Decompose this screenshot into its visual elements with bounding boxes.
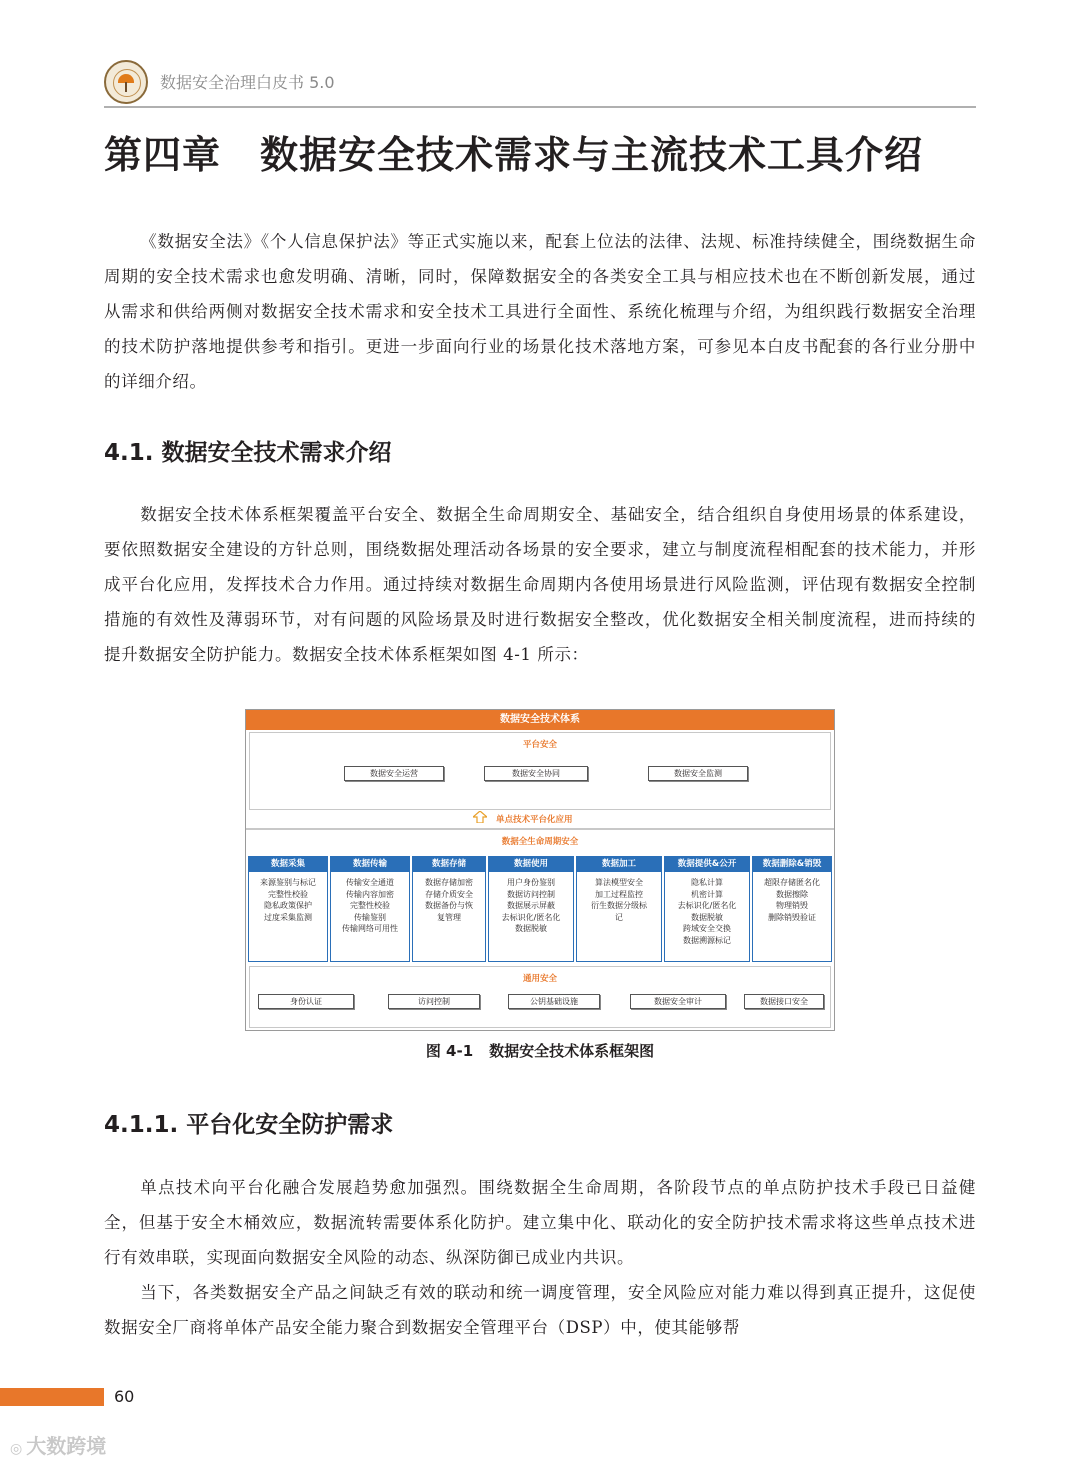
column-head: 数据使用 <box>489 857 573 872</box>
platform-item: 数据安全监测 <box>648 766 748 781</box>
column-item: 数据脱敏 <box>515 924 547 933</box>
column-item: 记 <box>615 912 623 922</box>
column-item: 来源鉴别与标记 <box>260 878 316 887</box>
column-item: 数据存储加密 <box>425 878 473 887</box>
column-item: 过度采集监测 <box>264 912 312 922</box>
column-item: 用户身份鉴别 <box>507 878 555 887</box>
section-4-1-paragraph: 数据安全技术体系框架覆盖平台安全、数据全生命周期安全、基础安全，结合组织自身使用场景的体系建设，要依照数据安全建设的方针总则，围绕数据处理活动各场景的安全要求，建立与制度流程相配套的技术能力，并形成平台化应用，发挥技术合力作用。通过持续对数据生命周期内各使用场景进行风险监测，评估现有数据安全控制措施的有效性及薄弱环节，对有问题的风险场景及时进行数据安全整改，优化数据安全相关制度流程，进而持续的提升数据安全防护能力。数据安全技术体系框架如图 4-1 所示： <box>104 505 976 664</box>
general-item: 访问控制 <box>388 994 480 1009</box>
page-number: 60 <box>114 1387 135 1406</box>
platform-label: 平台安全 <box>522 740 557 750</box>
up-arrow-icon <box>473 811 487 823</box>
column-head: 数据存储 <box>413 857 485 872</box>
section-4-1-1-title: 4.1.1. 平台化安全防护需求 <box>104 1112 394 1138</box>
lifecycle-column <box>752 856 832 962</box>
header-title: 数据安全治理白皮书 5.0 <box>160 73 335 92</box>
general-item: 数据接口安全 <box>744 994 824 1009</box>
column-item: 物理销毁 <box>776 901 808 910</box>
platform-item: 数据安全协同 <box>484 766 588 781</box>
section-4-1-1-paragraph-1: 单点技术向平台化融合发展趋势愈加强烈。围绕数据全生命周期，各阶段节点的单点防护技术手段已日益健全，但基于安全木桶效应，数据流转需要体系化防护。建立集中化、联动化的安全防护技术需求将这些单点技术进行有效串联，实现面向数据安全风险的动态、纵深防御已成业内共识。 <box>104 1178 976 1267</box>
column-item: 机密计算 <box>691 889 723 899</box>
column-item: 传输内容加密 <box>346 889 394 899</box>
column-item: 数据备份与恢 <box>425 901 473 910</box>
column-item: 去标识化/匿名化 <box>677 901 737 910</box>
general-label: 通用安全 <box>522 974 557 984</box>
column-item: 传输鉴别 <box>354 912 386 922</box>
column-item: 数据擦除 <box>776 889 808 899</box>
brand-text: 大数跨境 <box>26 1434 107 1458</box>
column-item: 加工过程监控 <box>595 889 643 899</box>
general-item: 数据安全审计 <box>630 994 726 1009</box>
chapter-title: 第四章 数据安全技术需求与主流技术工具介绍 <box>104 132 924 177</box>
lifecycle-label: 数据全生命周期安全 <box>501 837 579 847</box>
column-item: 存储介质安全 <box>425 889 473 899</box>
figure-caption <box>0 1040 1080 1061</box>
platform-item: 数据安全运营 <box>344 766 444 781</box>
column-item: 完整性校验 <box>268 889 308 899</box>
lifecycle-column <box>664 856 750 962</box>
lifecycle-column <box>248 856 328 962</box>
column-item: 超限存储匿名化 <box>764 878 820 887</box>
column-item: 数据溯源标记 <box>683 935 731 945</box>
column-item: 数据脱敏 <box>691 912 723 922</box>
column-item: 去标识化/匿名化 <box>501 912 561 922</box>
lifecycle-column <box>412 856 486 962</box>
column-item: 算法模型安全 <box>595 878 643 887</box>
column-head: 数据加工 <box>577 857 661 872</box>
column-item: 衍生数据分级标 <box>591 901 647 910</box>
column-item: 删除销毁验证 <box>768 912 816 922</box>
column-item: 复管理 <box>437 912 461 922</box>
column-item: 传输安全通道 <box>346 878 394 887</box>
general-item: 公钥基础设施 <box>508 994 600 1009</box>
column-item: 跨域安全交换 <box>683 924 731 933</box>
lifecycle-column <box>488 856 574 962</box>
column-head: 数据提供&公开 <box>665 857 749 872</box>
column-item: 数据展示屏蔽 <box>507 901 555 910</box>
umbrella-seal-icon <box>104 60 148 104</box>
section-4-1-1-paragraph-2: 当下，各类数据安全产品之间缺乏有效的联动和统一调度管理，安全风险应对能力难以得到真正提升，这促使数据安全厂商将单体产品安全能力聚合到数据安全管理平台（DSP）中，使其能够帮 <box>104 1283 976 1337</box>
column-item: 隐私政策保护 <box>264 901 312 910</box>
brand-watermark <box>10 1430 106 1459</box>
intro-paragraph: 《数据安全法》《个人信息保护法》等正式实施以来，配套上位法的法律、法规、标准持续健全，围绕数据生命周期的安全技术需求也愈发明确、清晰，同时，保障数据安全的各类安全工具与相应技术也在不断创新发展，通过从需求和供给两侧对数据安全技术需求和安全技术工具进行全面性、系统化梳理与介绍，为组织践行数据安全治理的技术防护落地提供参考和指引。更进一步面向行业的场景化技术落地方案，可参见本白皮书配套的各行业分册中的详细介绍。 <box>104 232 976 391</box>
column-head: 数据传输 <box>331 857 409 872</box>
column-item: 完整性校验 <box>350 901 390 910</box>
lifecycle-column <box>330 856 410 962</box>
column-head: 数据删除&销毁 <box>753 857 831 872</box>
brand-logo-icon: ◎ <box>10 1441 23 1457</box>
figure-title: 数据安全技术体系 <box>246 710 834 730</box>
column-item: 数据访问控制 <box>507 889 555 899</box>
header-rule <box>104 106 976 108</box>
section-4-1-title: 4.1. 数据安全技术需求介绍 <box>104 440 392 466</box>
column-head: 数据采集 <box>249 857 327 872</box>
framework-figure <box>245 709 835 1031</box>
column-item: 传输网络可用性 <box>342 924 398 933</box>
general-item: 身份认证 <box>258 994 354 1009</box>
caption-text: 数据安全技术体系框架图 <box>489 1042 655 1060</box>
page-header <box>104 58 976 108</box>
single-point-label: 单点技术平台化应用 <box>496 815 573 825</box>
caption-number: 图 4-1 <box>425 1042 474 1060</box>
column-item: 隐私计算 <box>691 878 723 887</box>
footer-accent-bar <box>0 1388 104 1406</box>
figure-divider <box>246 828 834 830</box>
lifecycle-column <box>576 856 662 962</box>
